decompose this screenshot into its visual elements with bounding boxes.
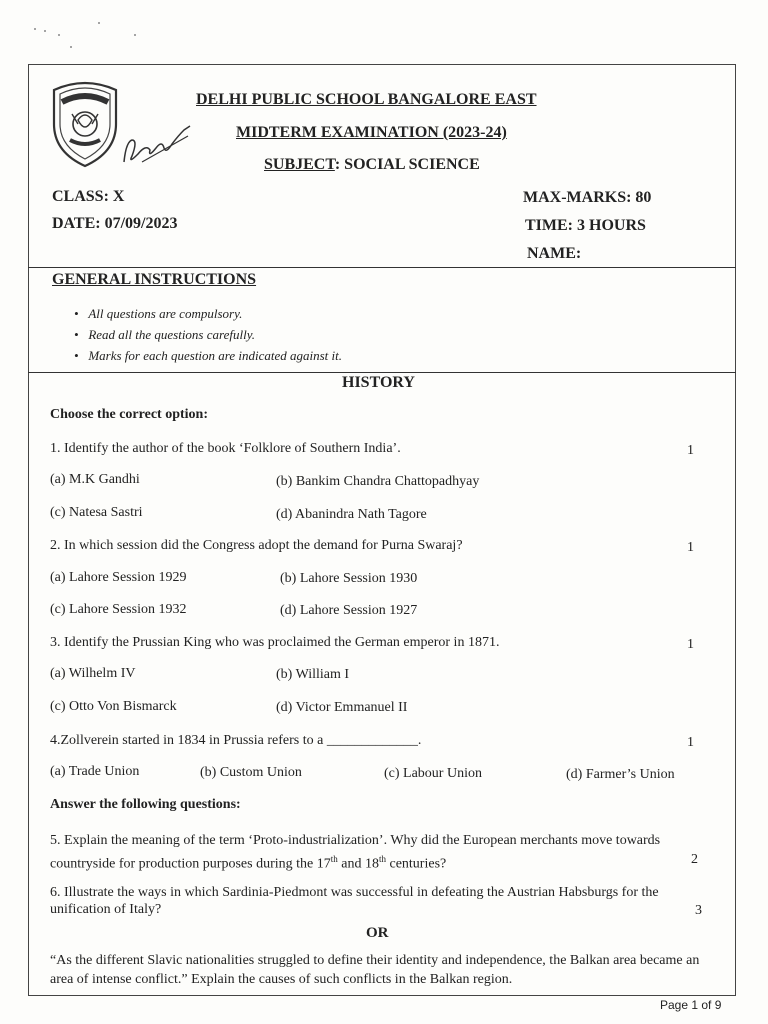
q3-option-d: (d) Victor Emmanuel II (276, 700, 408, 715)
q3-option-c: (c) Otto Von Bismarck (50, 699, 177, 714)
q2-option-c: (c) Lahore Session 1932 (50, 602, 187, 617)
subject-line (264, 156, 480, 174)
q3-option-a: (a) Wilhelm IV (50, 666, 136, 681)
q1-option-c: (c) Natesa Sastri (50, 505, 143, 520)
question-5-marks: 2 (691, 852, 698, 867)
question-6-alternative: “As the different Slavic nationalities struggled to define their identity and independence, the Balkan area became an area of intense conflict.” Explain the causes of such conflicts in the Balkan region. (50, 953, 700, 987)
answer-heading: Answer the following questions: (50, 797, 241, 812)
q1-option-b: (b) Bankim Chandra Chattopadhyay (276, 474, 480, 489)
instruction-item: • Read all the questions carefully. (74, 327, 255, 342)
instruction-item: • Marks for each question are indicated against it. (74, 348, 343, 363)
instructions-title: GENERAL INSTRUCTIONS (52, 271, 257, 288)
student-name-field: NAME: (527, 245, 582, 262)
q4-option-a: (a) Trade Union (50, 764, 140, 779)
question-6-marks: 3 (695, 903, 702, 918)
q2-option-d: (d) Lahore Session 1927 (280, 603, 418, 618)
subject-value: : SOCIAL SCIENCE (334, 156, 480, 173)
q2-option-a: (a) Lahore Session 1929 (50, 570, 187, 585)
question-2-marks: 1 (687, 540, 694, 555)
question-1-marks: 1 (687, 443, 694, 458)
instructions-list (74, 306, 342, 369)
section-title: HISTORY (342, 374, 415, 391)
class-label: CLASS: X (52, 188, 125, 205)
question-3-marks: 1 (687, 637, 694, 652)
instruction-item: • All questions are compulsory. (74, 306, 243, 321)
exam-date: DATE: 07/09/2023 (52, 215, 178, 232)
exam-title: MIDTERM EXAMINATION (2023-24) (236, 124, 507, 141)
page-number: Page 1 of 9 (660, 998, 722, 1012)
question-4-marks: 1 (687, 735, 694, 750)
instructions-divider (28, 372, 736, 373)
q3-option-b: (b) William I (276, 667, 350, 682)
mcq-heading: Choose the correct option: (50, 407, 208, 422)
question-1: 1. Identify the author of the book ‘Folklore of Southern India’. (50, 441, 401, 456)
question-2: 2. In which session did the Congress adopt the demand for Purna Swaraj? (50, 538, 463, 553)
question-3: 3. Identify the Prussian King who was proclaimed the German emperor in 1871. (50, 635, 500, 650)
question-4: 4.Zollverein started in 1834 in Prussia refers to a _____________. (50, 733, 422, 748)
q4-option-b: (b) Custom Union (200, 765, 302, 780)
q4-option-c: (c) Labour Union (384, 766, 482, 781)
principal-signature (118, 118, 194, 168)
or-separator: OR (366, 925, 389, 941)
q4-option-d: (d) Farmer’s Union (566, 767, 675, 782)
subject-label: SUBJECT (264, 156, 335, 173)
question-6: 6. Illustrate the ways in which Sardinia-Piedmont was successful in defeating the Austrian Habsburgs for the unification of Italy? (50, 885, 659, 917)
q1-option-a: (a) M.K Gandhi (50, 472, 140, 487)
school-emblem-icon (48, 76, 122, 168)
q2-option-b: (b) Lahore Session 1930 (280, 571, 418, 586)
question-5: 5. Explain the meaning of the term ‘Proto-industrialization’. Why did the European merchants move towards countryside for production purposes during the 17th and 18th centuries? (50, 833, 661, 872)
school-name: DELHI PUBLIC SCHOOL BANGALORE EAST (196, 91, 537, 108)
max-marks: MAX-MARKS: 80 (523, 189, 652, 206)
q1-option-d: (d) Abanindra Nath Tagore (276, 507, 427, 522)
header-divider (28, 267, 736, 268)
time-allowed: TIME: 3 HOURS (525, 217, 646, 234)
